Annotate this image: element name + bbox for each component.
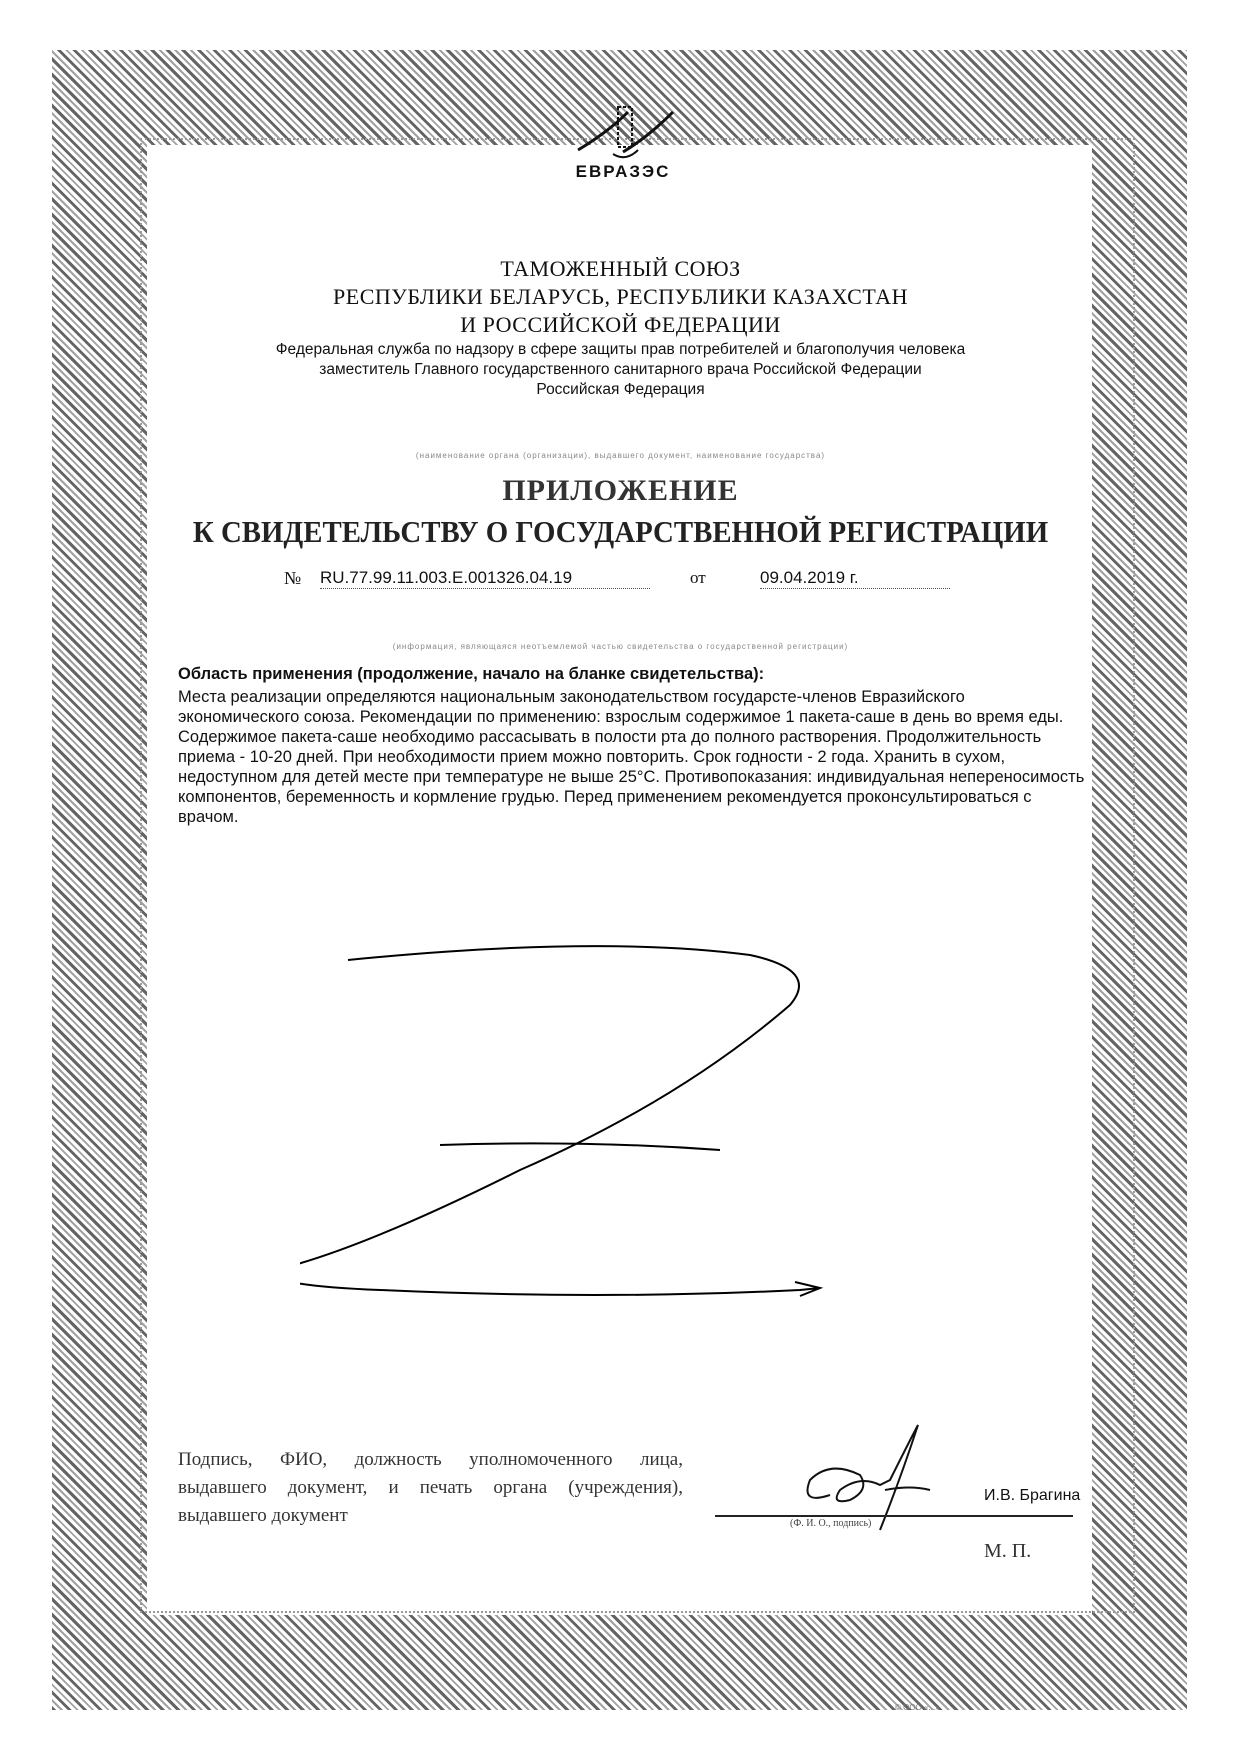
inner-border [140, 138, 1135, 1613]
header-line-2: РЕСПУБЛИКИ БЕЛАРУСЬ, РЕСПУБЛИКИ КАЗАХСТАН [333, 284, 908, 309]
document-title: ПРИЛОЖЕНИЕ [502, 474, 739, 507]
registration-number: RU.77.99.11.003.E.001326.04.19 [320, 568, 650, 589]
stamp-place-label: М. П. [984, 1540, 1032, 1562]
content-section [178, 664, 1088, 827]
date-label: от [690, 568, 706, 587]
signature-caption: (Ф. И. О., подпись) [790, 1518, 872, 1529]
number-label: № [284, 568, 302, 588]
cancellation-z-mark [300, 930, 940, 1330]
content-heading: Область применения (продолжение, начало на бланке свидетельства): [178, 665, 765, 683]
eurasec-emblem-icon [568, 92, 678, 162]
authority-line-3: Российская Федерация [536, 381, 705, 398]
authority-line-1: Федеральная служба по надзору в сфере защиты прав потребителей и благополучия человека [275, 341, 966, 358]
header-line-1: ТАМОЖЕННЫЙ СОЮЗ [500, 256, 741, 281]
authority-caption: (наименование органа (организации), выдавшего документ, наименование государства) [415, 451, 826, 460]
document-subtitle: К СВИДЕТЕЛЬСТВУ О ГОСУДАРСТВЕННОЙ РЕГИСТРАЦИИ [192, 514, 1049, 549]
signatory-name: И.В. Брагина [984, 1487, 1081, 1504]
handwritten-signature [790, 1420, 960, 1550]
header-line-3: И РОССИЙСКОЙ ФЕДЕРАЦИИ [460, 312, 781, 337]
eurasec-logo [548, 92, 698, 212]
registration-date: 09.04.2019 г. [760, 568, 950, 589]
registration-caption: (информация, являющаяся неотъемлемой частью свидетельства о государственной регистрации) [392, 642, 849, 651]
logo-text: ЕВРАЗЭС [575, 162, 671, 181]
content-text: Места реализации определяются национальным законодательством государсте-членов Евразийского экономического союза. Рекомендации по применению: взрослым содержимое 1 пакета-саше в день во время еды. Содержимое пакета-саше необходимо рассасывать в полости рта до полного растворения. Продолжительность приема - 10-20 дней. При необходимости прием можно повторить. Срок годности - 2 года. Хранить в сухом, недоступном для детей месте при температуре не выше 25°С. Противопоказания: индивидуальная непереносимость компонентов, беременность и кормление грудью. Перед применением рекомендуется проконсультироваться с врачом. [178, 688, 1085, 826]
authority-line-2: заместитель Главного государственного санитарного врача Российской Федерации [319, 361, 922, 378]
printer-footer: © ООО «...» [895, 1703, 940, 1712]
signature-line [715, 1515, 1073, 1517]
signature-label: Подпись, ФИО, должность уполномоченного лица, выдавшего документ, и печать органа (учреждения), выдавшего документ [178, 1449, 683, 1526]
